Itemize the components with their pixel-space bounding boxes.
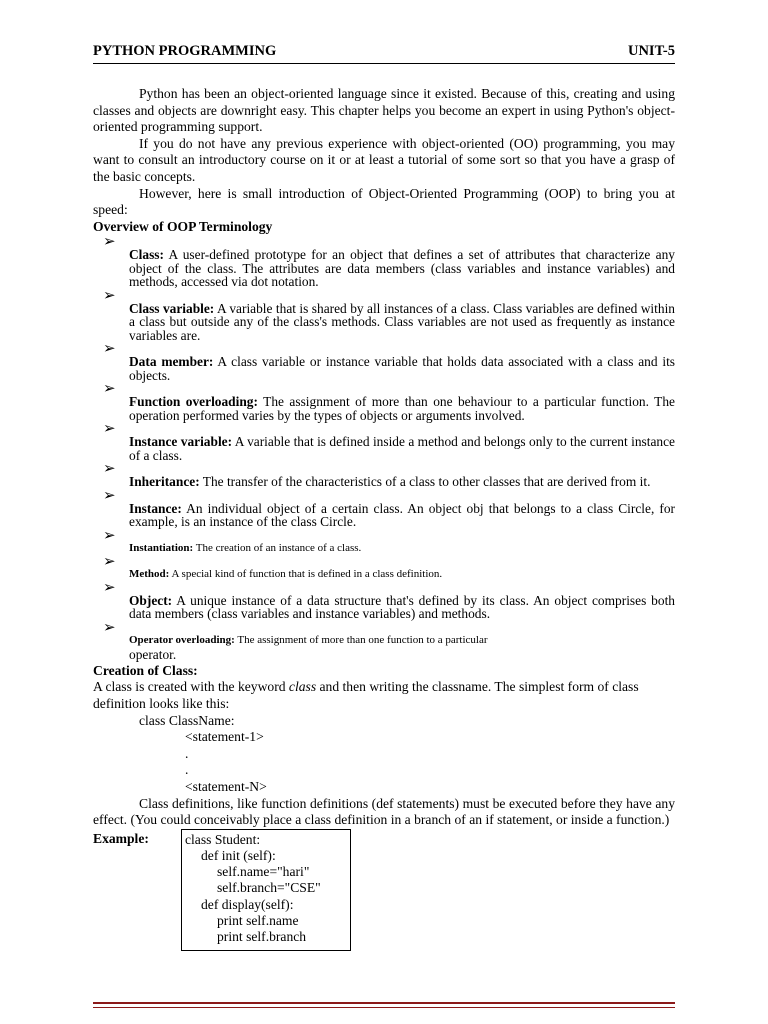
- arrow-bullet-icon: ➢: [103, 379, 116, 398]
- document-body: [93, 86, 675, 957]
- term-operator-overloading: [93, 617, 675, 663]
- arrow-bullet-icon: ➢: [103, 419, 116, 438]
- footer-rule-thin: [93, 1007, 675, 1008]
- example-block: [93, 829, 675, 957]
- code-line: self.name="hari": [217, 864, 310, 880]
- term-text: The transfer of the characteristics of a class to other classes that are derived from it.: [199, 474, 651, 490]
- code-line: def init (self):: [201, 847, 276, 863]
- arrow-bullet-icon: ➢: [103, 285, 116, 304]
- creation-text-b: and then writing the classname. The simplest form of class definition looks like this:: [93, 679, 639, 712]
- example-code-box: [181, 829, 351, 951]
- term-name: Function overloading:: [129, 394, 258, 410]
- term-text: A variable that is defined inside a method and belongs only to the current instance of a class.: [129, 434, 675, 463]
- term-class-variable: [93, 285, 675, 343]
- code-line: def display(self):: [201, 896, 294, 912]
- arrow-bullet-icon: ➢: [103, 525, 116, 544]
- term-name: Data member:: [129, 354, 214, 370]
- term-text: A unique instance of a data structure that's defined by its class. An object comprises both data members (class variables and instance variables) and methods.: [129, 592, 675, 622]
- code-line: self.branch="CSE": [217, 880, 321, 896]
- syntax-line-3: <statement-N>: [185, 779, 267, 794]
- syntax-dot-1: .: [185, 745, 189, 761]
- code-line: class Student:: [185, 831, 261, 847]
- term-name: Class variable:: [129, 300, 215, 316]
- header-unit: UNIT-5: [627, 43, 675, 59]
- creation-text-a: A class is created with the keyword: [93, 679, 289, 695]
- term-text: A user-defined prototype for an object that defines a set of attributes that characterize any object of the class. The attributes are data members (class variables and instance variables) and methods, accessed via dot notation.: [129, 247, 675, 290]
- term-name: Inheritance:: [129, 474, 200, 490]
- term-text: A special kind of function that is defined in a class definition.: [169, 567, 443, 580]
- term-name: Class:: [129, 247, 164, 263]
- arrow-bullet-icon: ➢: [103, 617, 116, 636]
- syntax-line-2: <statement-1>: [185, 729, 264, 745]
- arrow-bullet-icon: ➢: [103, 339, 116, 358]
- creation-keyword: class: [288, 679, 317, 695]
- arrow-bullet-icon: ➢: [103, 232, 116, 251]
- term-name: Object:: [129, 592, 173, 608]
- term-text: A class variable or instance variable that holds data associated with a class and its objects.: [129, 354, 675, 383]
- term-inheritance: [93, 459, 675, 490]
- term-class: [93, 232, 675, 290]
- page-header: [93, 43, 675, 61]
- header-title: PYTHON PROGRAMMING: [93, 43, 277, 59]
- term-data-member: [93, 339, 675, 383]
- creation-heading: Creation of Class:: [93, 662, 198, 678]
- intro-paragraph-1: Python has been an object-oriented language since it existed. Because of this, creating and using classes and objects are downright easy. This chapter helps you become an expert in using Python's object-oriented programming support.: [93, 86, 675, 135]
- term-name: Operator overloading:: [129, 633, 235, 646]
- term-text-tail: operator.: [129, 646, 177, 662]
- arrow-bullet-icon: ➢: [103, 459, 116, 478]
- term-text: The assignment of more than one function to a particular: [234, 633, 488, 646]
- term-text: The creation of an instance of a class.: [193, 541, 362, 554]
- code-line: print self.branch: [217, 929, 307, 944]
- term-method: [93, 551, 675, 581]
- term-instantiation: [93, 525, 675, 555]
- intro-paragraph-2: If you do not have any previous experience with object-oriented (OO) programming, you may want to consult an introductory course on it or at least a tutorial of some sort so that you have a grasp of the basic concepts.: [93, 135, 675, 184]
- class-definition-paragraph: Class definitions, like function definitions (def statements) must be executed before they have any effect. (You could conceivably place a class definition in a branch of an if statement, or inside a function.): [93, 795, 675, 828]
- example-label: Example:: [93, 830, 149, 846]
- term-object: [93, 577, 675, 622]
- intro-paragraph-3: However, here is small introduction of Object-Oriented Programming (OOP) to bring you at speed:: [93, 185, 675, 218]
- creation-paragraph: [93, 679, 675, 712]
- header-rule: [93, 63, 675, 64]
- term-function-overloading: [93, 379, 675, 423]
- term-text: An individual object of a certain class. An object obj that belongs to a class Circle, for example, is an instance of the class Circle.: [129, 500, 675, 530]
- term-name: Instantiation:: [129, 541, 194, 554]
- term-name: Method:: [129, 567, 170, 580]
- term-name: Instance variable:: [129, 434, 233, 450]
- arrow-bullet-icon: ➢: [103, 485, 116, 504]
- syntax-line-1: class ClassName:: [139, 712, 235, 728]
- term-text: A variable that is shared by all instances of a class. Class variables are defined within a class but outside any of the class's methods. Class variables are not used as frequently as instance variables are.: [129, 300, 675, 343]
- term-instance-variable: [93, 419, 675, 463]
- term-instance: [93, 485, 675, 530]
- footer-rule-thick: [93, 1002, 675, 1004]
- term-name: Instance:: [129, 500, 182, 516]
- arrow-bullet-icon: ➢: [103, 577, 116, 596]
- arrow-bullet-icon: ➢: [103, 551, 116, 570]
- overview-heading: Overview of OOP Terminology: [93, 218, 273, 234]
- syntax-dot-2: .: [185, 762, 189, 778]
- term-text: The assignment of more than one behaviour to a particular function. The operation performed varies by the types of objects or arguments involved.: [129, 394, 675, 423]
- code-line: print self.name: [217, 912, 299, 928]
